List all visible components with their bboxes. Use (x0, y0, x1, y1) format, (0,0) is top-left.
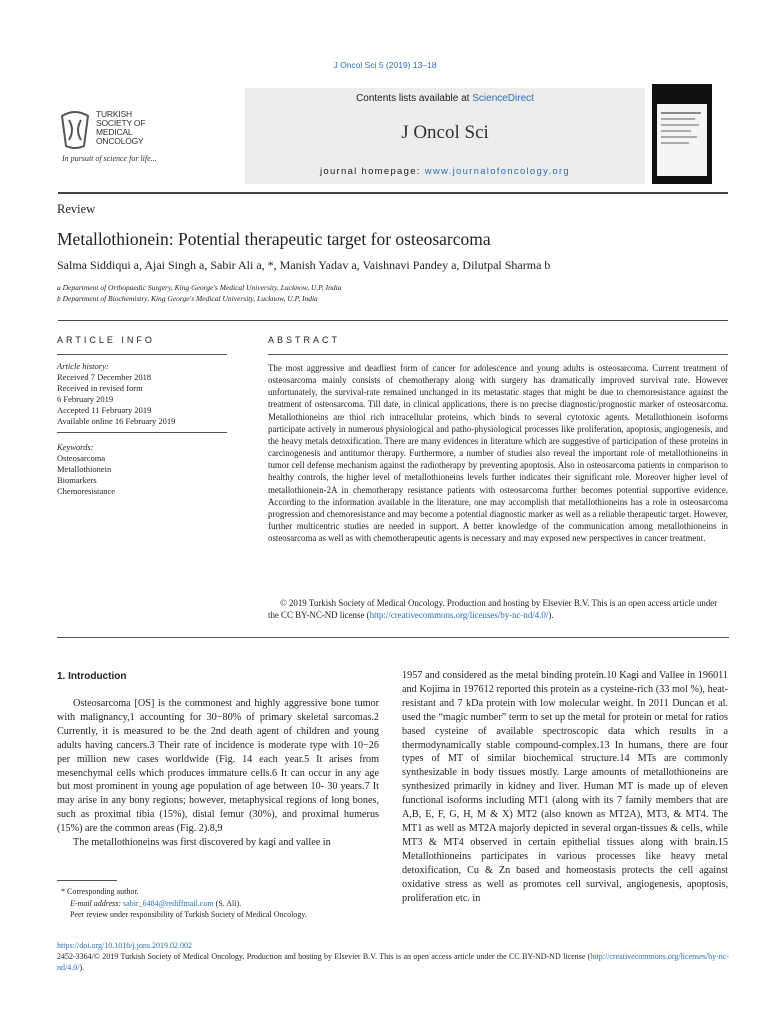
keywords: Keywords: Osteosarcoma Metallothionein Biomarkers Chemoresistance (57, 442, 237, 497)
affiliation-b: b Department of Biochemistry, King George's Medical University, Lucknow, U.P, India (57, 294, 318, 303)
logo-line: SOCIETY OF (96, 118, 146, 128)
keyword-item: Metallothionein (57, 464, 112, 474)
article-title: Metallothionein: Potential therapeutic target for osteosarcoma (57, 229, 491, 249)
intro-paragraph-2: The metallothioneins was first discovered by kagi and vallee in (73, 837, 331, 849)
article-info-heading: ARTICLE INFO (57, 335, 155, 345)
affiliation-a: a Department of Orthopaedic Surgery, King George's Medical University, Lucknow, U.P, India (57, 283, 342, 292)
intro-left-column (57, 697, 379, 850)
article-history: Article history: Received 7 December 2018 Received in revised form 6 February 2019 Accepted 11 February 2019 Available online 16 February 2019 (57, 361, 237, 427)
abstract-text: The most aggressive and deadliest form of cancer for adolescence and young adults is osteosarcoma. Current treatment of osteosarcoma mainly consists of chemotherapy along with surgery has dramatically improved survival rate. However unfortunately, the survival-rate remained unchanged in its metastatic stages that might be due to chemoresistance against the treatment of osteosarcoma. Till date, in clinical applications, there is no precise diagnostic/prognostic marker of osteosarcoma. Metallothioneins are thiol rich intracellular proteins, which binds to several cytotoxic agents. Metallothionein isoforms participate actively in numerous physiological and patho-physiological processes like proliferation, apoptosis, angiogenesis, and the heavy metals detoxification. There are many evidences in literature which are suggestive of participation of these proteins in carcinogenesis and antitumor therapy. Furthermore, a number of studies also reveal the important role of metallothioneins in tumor cell defense mechanism against the radiotherapy by preventing apoptosis. Also in osteosarcoma patients in comparison to healthy controls, the higher level of metallothioneins levels further indicates their significant role. Moreover higher level of metallothionein-2A in chemotherapy resistance patients with osteosarcoma further becomes potential supportive evidence. According to the information available in the literature, one may accomplish that metallothioneins has a role in osteosarcoma progression and chemoresistance and may become a potential diagnostic marker as well as a reliable therapeutic target. However, further multicentric studies are needed in support. A better knowledge of the communication among metallothioneins in osteosarcoma as well as with chemotherapeutic agents is necessary and may exposed new perspectives in cancer treatment. (268, 363, 728, 544)
logo-line: TURKISH (96, 109, 132, 119)
abstract-copyright: © 2019 Turkish Society of Medical Oncology. Production and hosting by Elsevier B.V. This is an open access article under the CC BY-NC-ND license (http://creativecommons.org/licenses/by-nc-nd/4.0/). (268, 598, 718, 621)
keyword-item: Chemoresistance (57, 486, 116, 496)
contents-line: Contents lists available at ScienceDirect (356, 93, 534, 104)
history-item: Received 7 December 2018 (57, 372, 152, 382)
peer-review-note: Peer review under responsibility of Turkish Society of Medical Oncology. (70, 910, 307, 919)
history-item: Accepted 11 February 2019 (57, 405, 152, 415)
license-link[interactable]: http://creativecommons.org/licenses/by-nc-nd/4.0/ (369, 610, 549, 621)
logo-tagline: In pursuit of science for life... (62, 154, 157, 163)
info-rule (58, 320, 728, 321)
email-link[interactable]: sabir_6484@rediffmail.com (123, 898, 214, 908)
logo-emblem-icon (58, 108, 92, 150)
journal-citation[interactable]: J Oncol Sci 5 (2019) 13–18 (333, 60, 437, 70)
history-item: Available online 16 February 2019 (57, 416, 176, 426)
footnote: * Corresponding author. E-mail address: sabir_6484@rediffmail.com (S. Ali). Peer review under responsibility of Turkish Society of Medical Oncology. (57, 886, 377, 921)
corresponding-author: * Corresponding author. (61, 887, 139, 896)
logo-line: ONCOLOGY (96, 136, 144, 146)
sciencedirect-link[interactable]: ScienceDirect (472, 93, 534, 104)
logo-line: MEDICAL (96, 127, 133, 137)
keyword-item: Biomarkers (57, 475, 97, 485)
intro-right-column: 1957 and considered as the metal binding protein.10 Kagi and Vallee in 196011 and Kojima in 197612 reported this protein as a cysteine-rich (33 mol %), heat-resistant and 7 kDa protein with low molecular weight. In 2011 Duncan et al. used the “magic number” term to set up the metal for protein or metal for ratios based cysteine of available spectroscopic data which results in a thermodynamically stable compound-complex.13 In humans, there are four types of MT of similar biochemical structure.14 MTs are commonly synthesizable in body tissues mostly. Large amounts of metallothioneins are synthesized primarily in kidney and liver. Human MT is made up of eleven functional isoforms including MT1 (along with its 7 family members that are A,B, E, F, G, H, M & X) MT2 (also known as MT2A), MT3, & MT4. The MT1 as well as MT2A majorly depicted in several organ-tissues & cells, while MT3 & MT4 observed in certain epithelial tissues along with brain.15 Metallothioneins participates in various processes like heavy metal detoxification, Cu & Zn based and homeostasis protects the cell against oxidative stress as well as promotes cell survival, angiogenesis, apoptosis, proliferation etc. in (402, 670, 728, 904)
doi-link[interactable]: https://doi.org/10.1016/j.jons.2019.02.002 (57, 941, 192, 950)
author-list: Salma Siddiqui a, Ajai Singh a, Sabir Ali a, *, Manish Yadav a, Vaishnavi Pandey a, Dilutpal Sharma b (57, 258, 551, 272)
abstract-heading: ABSTRACT (268, 335, 341, 345)
page-footer: https://doi.org/10.1016/j.jons.2019.02.002 2452-3364/© 2019 Turkish Society of Medical Oncology. Production and hosting by Elsevier B.V. This is an open access article under the CC BY-ND-ND license (http://creativecommons.org/licenses/by-nc-nd/4.0/). (57, 941, 729, 972)
abstract-end-rule (57, 637, 729, 638)
keyword-item: Osteosarcoma (57, 453, 106, 463)
footer-license-link[interactable]: http://creativecommons.org/licenses/by-nc-nd/4.0/ (57, 952, 729, 972)
abstract-divider (268, 354, 728, 355)
journal-cover-thumbnail (652, 84, 712, 184)
homepage-line: journal homepage: www.journalofoncology.org (319, 166, 571, 177)
footnote-rule (57, 880, 117, 881)
homepage-link[interactable]: www.journalofoncology.org (424, 166, 571, 177)
history-item: 6 February 2019 (57, 394, 114, 404)
header-rule (58, 192, 728, 194)
intro-paragraph-1: Osteosarcoma [OS] is the commonest and highly aggressive bone tumor with malignancy,1 accounting for 30−80% of primary skeletal sarcomas.2 Currently, it is measured to be the 2nd death agent of children and young adults having cancers.3 Their rate of incidence is moderate type with 10−26 per million new cases worldwide (Fig. 14 each year.5 It arises from mesenchymal cells which produces immature cells.6 It can occur in any age but most prominent in young age population of age between 10- 30 years.7 It may arise in any bony regions; however, metaphysical regions of long bones, such as proximal tibia (15%), distal femur (30%), and proximal humerus (15%) are the common areas (Fig. 2).8,9 (57, 698, 379, 835)
section-heading-introduction: 1. Introduction (57, 671, 127, 682)
article-type: Review (57, 202, 96, 216)
keywords-divider (57, 432, 227, 433)
history-item: Received in revised form (57, 383, 143, 393)
journal-name: J Oncol Sci (401, 122, 489, 143)
info-divider (57, 354, 227, 355)
society-logo (58, 108, 168, 168)
